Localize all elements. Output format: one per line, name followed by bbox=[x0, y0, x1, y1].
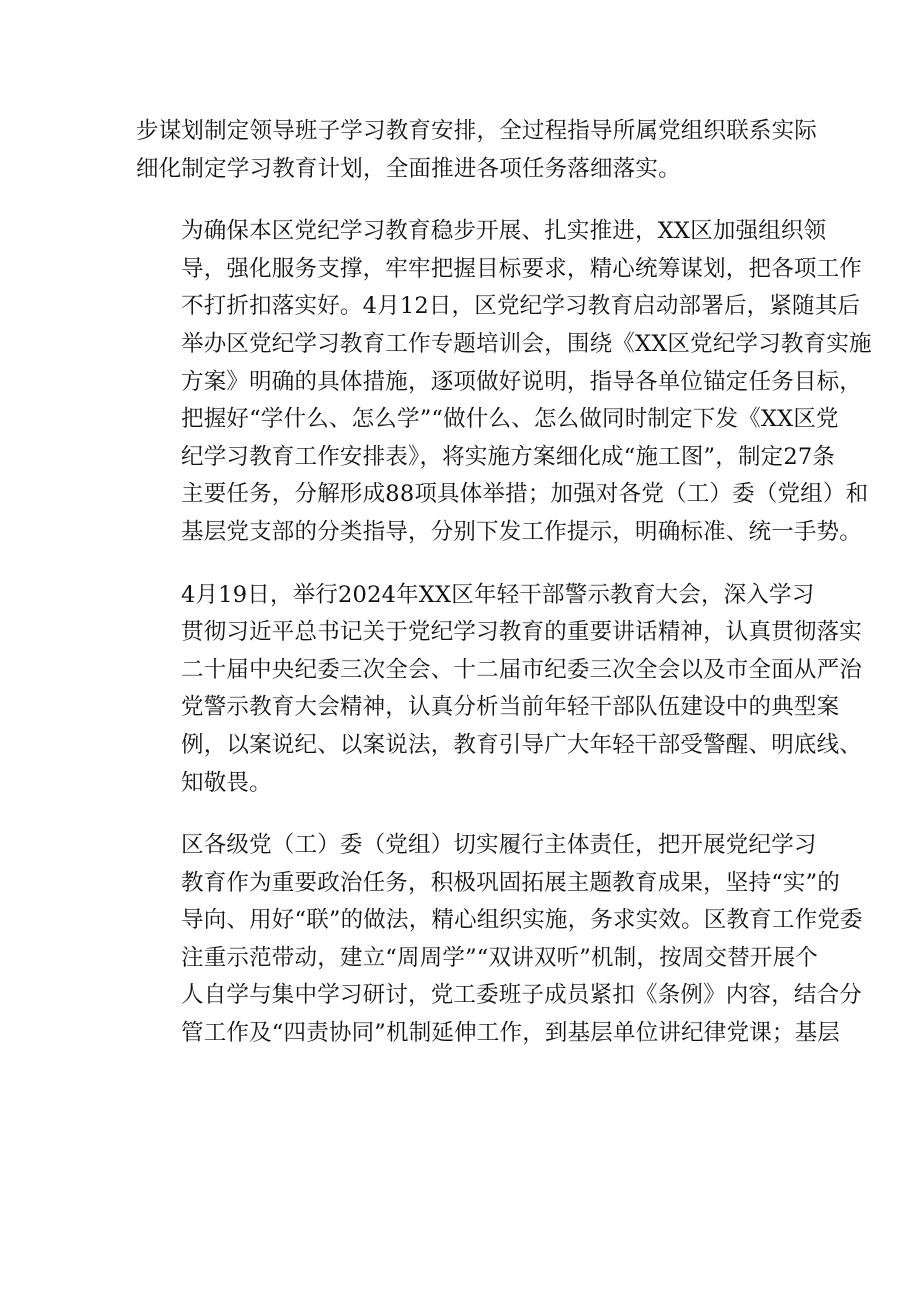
text-line: 主要任务，分解形成88项具体举措；加强对各党（工）委（党组）和 bbox=[181, 481, 869, 508]
text-line: 为确保本区党纪学习教育稳步开展、扎实推进，XX区加强组织领 bbox=[181, 218, 827, 245]
text-line: 纪学习教育工作安排表》，将实施方案细化成“施工图”，制定27条 bbox=[181, 443, 836, 470]
text-line: 人自学与集中学习研讨，党工委班子成员紧扣《条例》内容，结合分 bbox=[181, 982, 863, 1009]
paragraph-4 bbox=[136, 827, 863, 1053]
text-line: 导向、用好“联”的做法，精心组织实施，务求实效。区教育工作党委 bbox=[181, 907, 863, 934]
paragraph-3 bbox=[136, 577, 863, 803]
text-line: 二十届中央纪委三次全会、十二届市纪委三次全会以及市全面从严治 bbox=[181, 656, 863, 683]
text-line: 贯彻习近平总书记关于党纪学习教育的重要讲话精神，认真贯彻落实 bbox=[181, 619, 863, 646]
text-line: 注重示范带动，建立“周周学”“双讲双听”机制，按周交替开展个 bbox=[181, 944, 819, 971]
text-line: 基层党支部的分类指导，分别下发工作提示，明确标准、统一手势。 bbox=[181, 518, 863, 545]
text-line: 导，强化服务支撑，牢牢把握目标要求，精心统筹谋划，把各项工作 bbox=[181, 255, 863, 282]
text-line: 不打折扣落实好。4月12日，区党纪学习教育启动部署后，紧随其后 bbox=[181, 293, 861, 320]
text-line: 4月19日，举行2024年XX区年轻干部警示教育大会，深入学习 bbox=[181, 581, 815, 608]
text-line: 教育作为重要政治任务，积极巩固拓展主题教育成果，坚持“实”的 bbox=[181, 869, 841, 896]
text-line: 方案》明确的具体措施，逐项做好说明，指导各单位锚定任务目标， bbox=[181, 368, 863, 395]
text-line: 步谋划制定领导班子学习教育安排，全过程指导所属党组织联系实际 bbox=[136, 118, 818, 144]
text-line: 把握好“学什么、怎么学”“做什么、怎么做同时制定下发《XX区党 bbox=[181, 406, 839, 433]
text-line: 举办区党纪学习教育工作专题培训会，围绕《XX区党纪学习教育实施 bbox=[181, 330, 872, 357]
document-page bbox=[136, 113, 872, 1053]
text-line: 例，以案说纪、以案说法，教育引导广大年轻干部受警醒、明底线、 bbox=[181, 731, 863, 758]
text-line: 细化制定学习教育计划，全面推进各项任务落细落实。 bbox=[136, 155, 681, 182]
paragraph-2 bbox=[136, 213, 872, 551]
text-line: 党警示教育大会精神，认真分析当前年轻干部队伍建设中的典型案 bbox=[181, 694, 840, 721]
paragraph-1 bbox=[136, 113, 818, 188]
text-line: 区各级党（工）委（党组）切实履行主体责任，把开展党纪学习 bbox=[181, 832, 817, 859]
text-line: 知敬畏。 bbox=[181, 769, 272, 796]
text-line: 管工作及“四责协同”机制延伸工作，到基层单位讲纪律党课；基层 bbox=[181, 1020, 841, 1047]
